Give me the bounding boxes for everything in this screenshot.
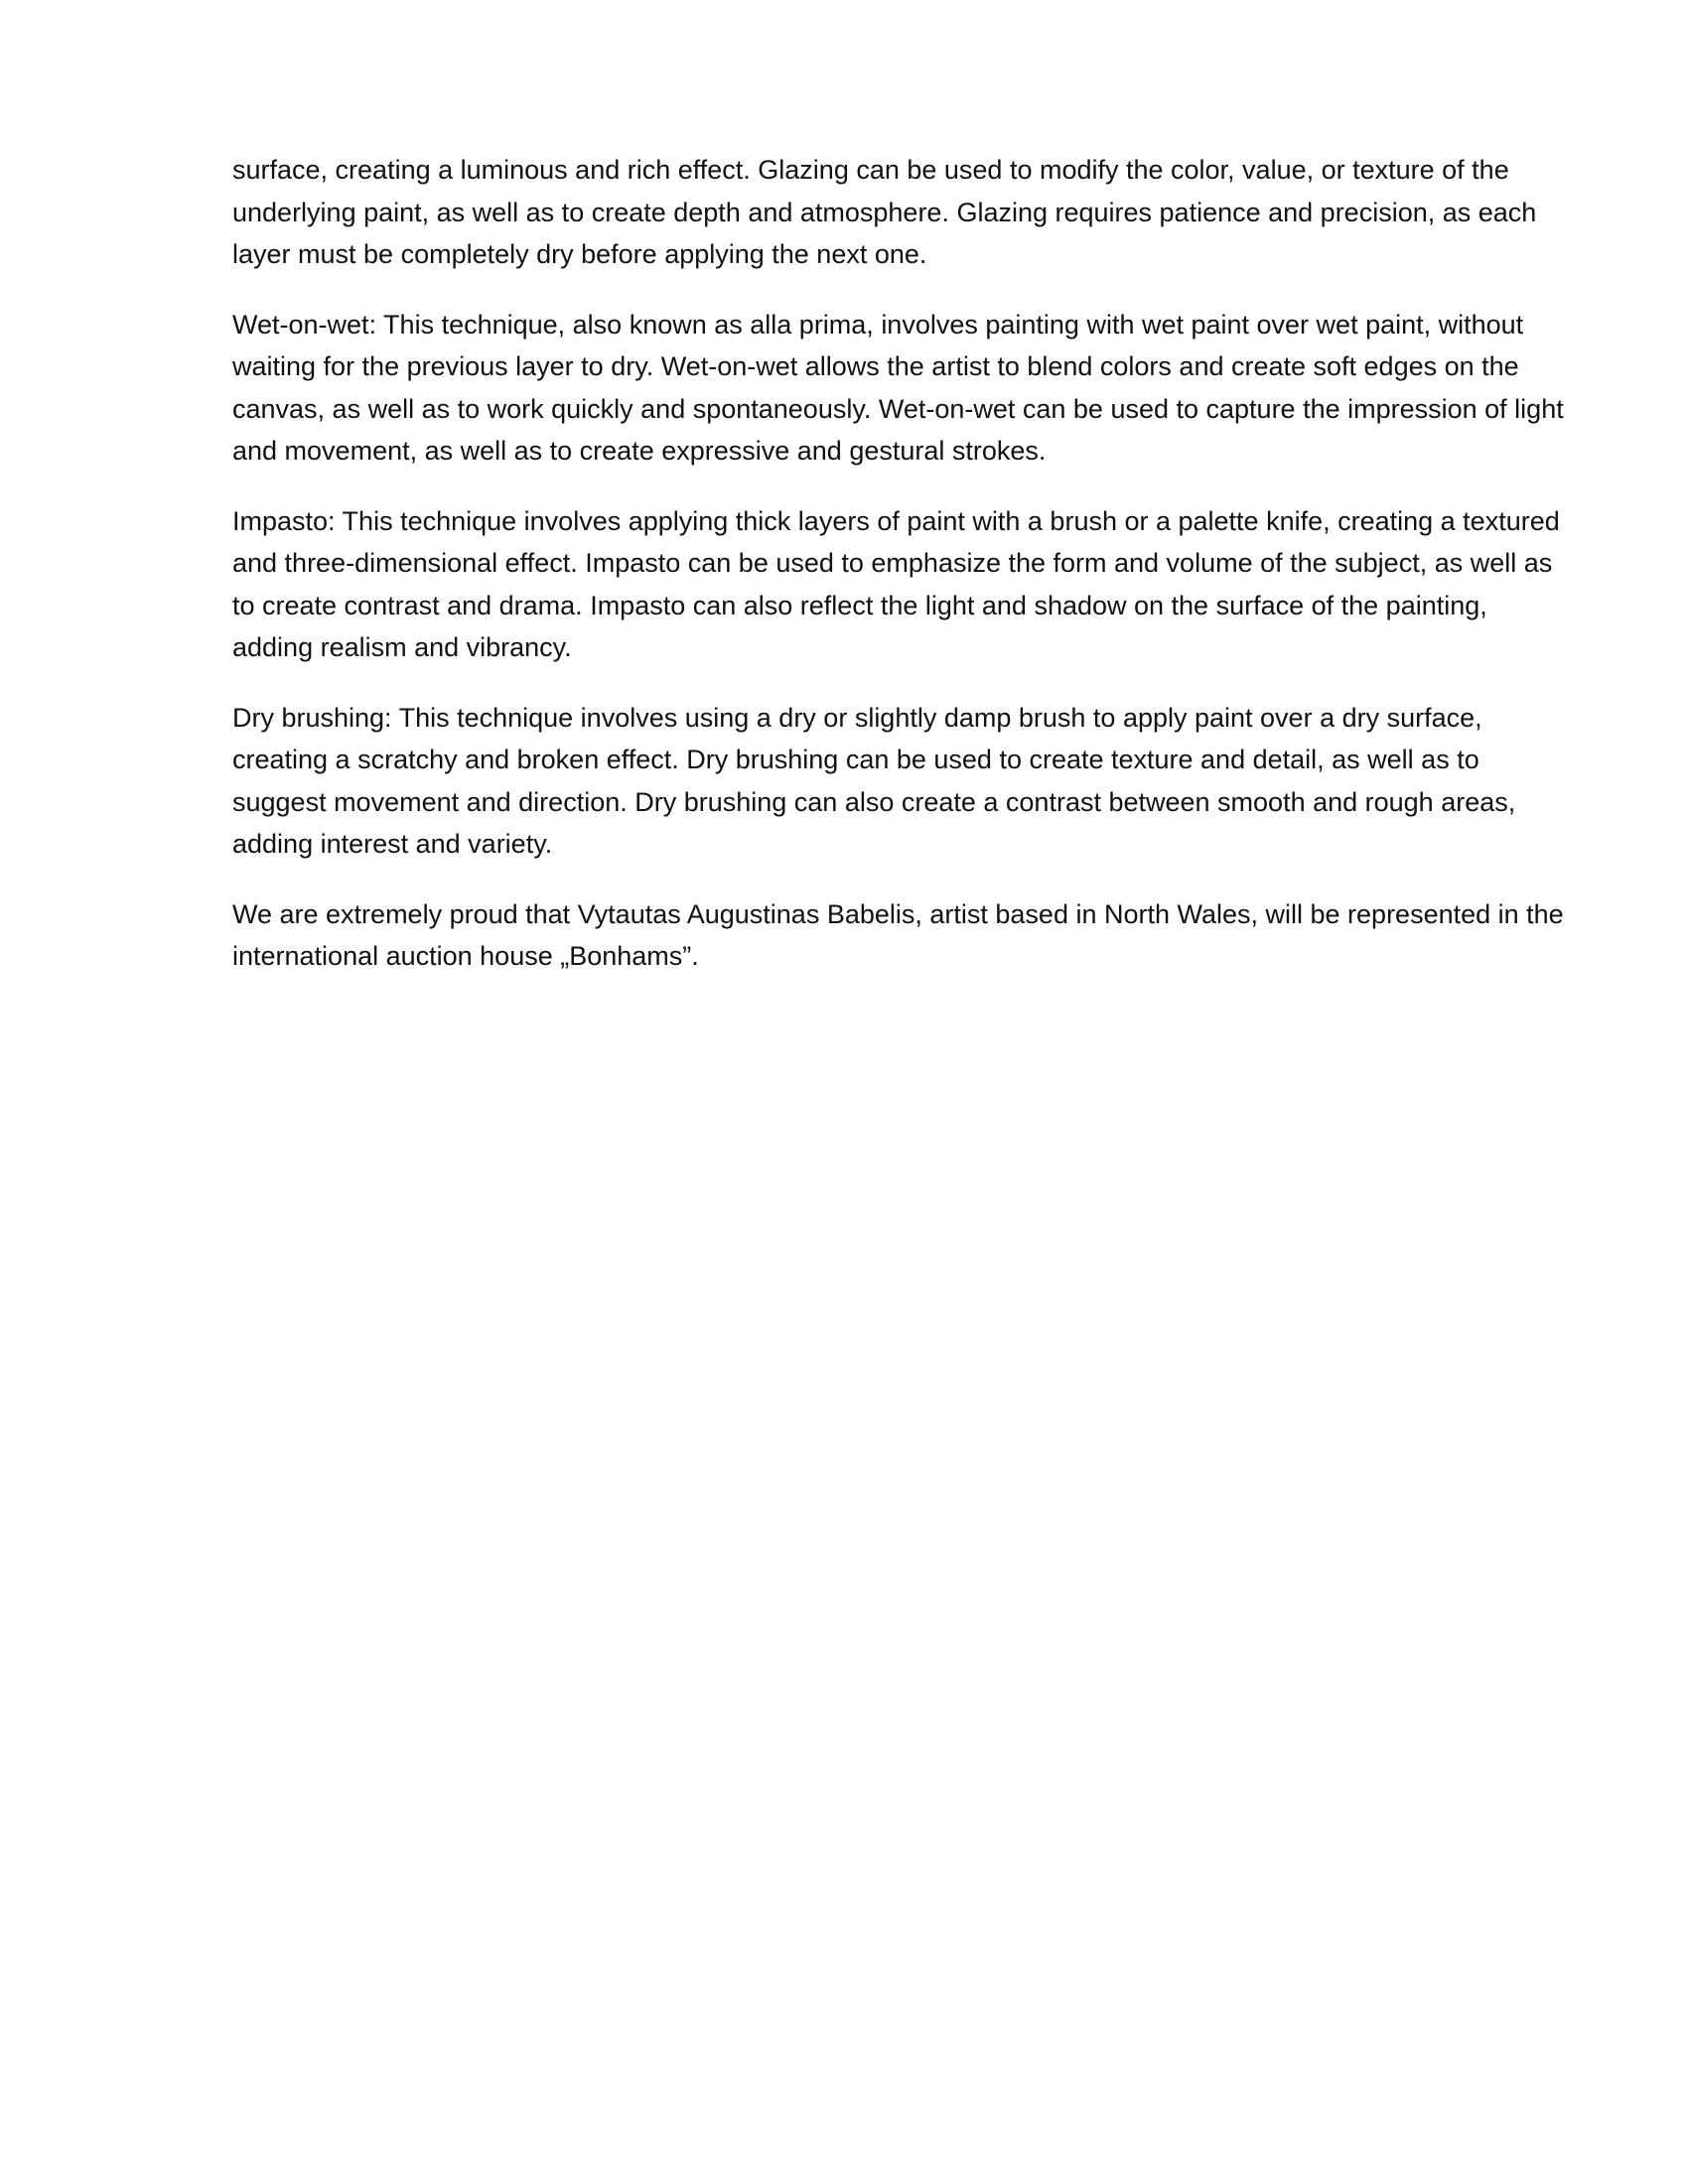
paragraph-impasto: Impasto: This technique involves applying thick layers of paint with a brush or a palette knife, creating a textured and three-dimensional effect. Impasto can be used to emphasize the form and volume of the subject, as well as to create contrast and drama. Impasto can also reflect the light and shadow on the surface of the painting, adding realism and vibrancy. xyxy=(232,505,1560,662)
paragraph-announcement: We are extremely proud that Vytautas Augustinas Babelis, artist based in North Wales, will be represented in the international auction house „Bonhams”. xyxy=(232,898,1564,971)
paragraph-wet-on-wet: Wet-on-wet: This technique, also known as alla prima, involves painting with wet paint over wet paint, without waiting for the previous layer to dry. Wet-on-wet allows the artist to blend colors and create soft edges on the canvas, as well as to work quickly and spontaneously. Wet-on-wet can be used to capture the impression of light and movement, as well as to create expressive and gestural strokes. xyxy=(232,309,1564,466)
paragraph-dry-brushing: Dry brushing: This technique involves using a dry or slightly damp brush to apply paint over a dry surface, creating a scratchy and broken effect. Dry brushing can be used to create texture and detail, as well as to suggest movement and direction. Dry brushing can also create a contrast between smooth and rough areas, adding interest and variety. xyxy=(232,702,1516,859)
document-body xyxy=(232,149,1568,1006)
paragraph-glazing-continued: surface, creating a luminous and rich effect. Glazing can be used to modify the color, value, or texture of the underlying paint, as well as to create depth and atmosphere. Glazing requires patience and precision, as each layer must be completely dry before applying the next one. xyxy=(232,155,1537,269)
